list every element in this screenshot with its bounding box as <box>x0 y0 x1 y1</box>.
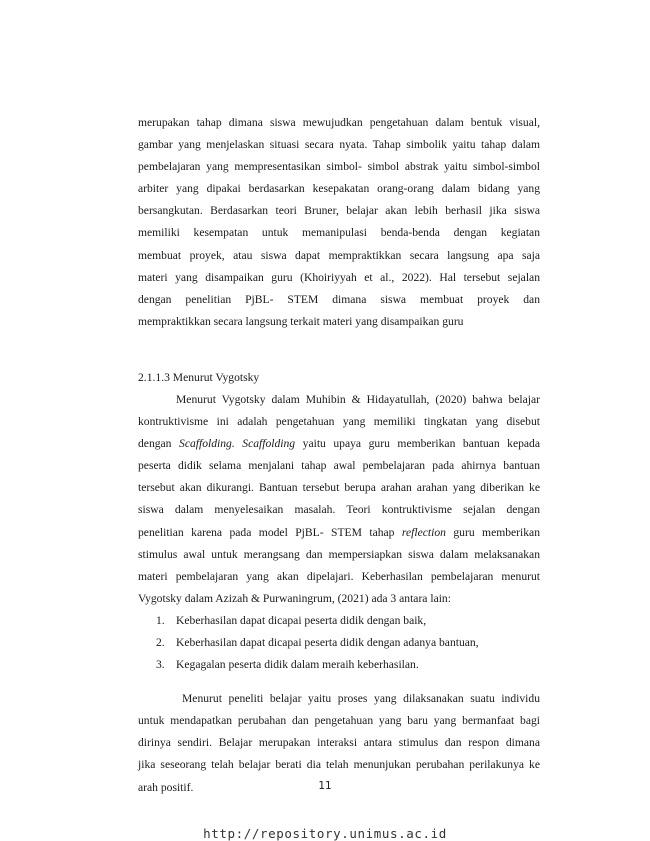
text-line <box>138 522 540 544</box>
page-number: 11 <box>318 780 332 792</box>
text-run: Menurut Vygotsky dalam Muhibin & Hidayatullah, (2020) bahwa belajar <box>176 392 540 406</box>
text-line: dengan penelitian PjBL- STEM dimana siswa membuat proyek dan <box>138 292 540 306</box>
text-line: pembelajaran yang mempresentasikan simbol- simbol abstrak yaitu simbol-simbol <box>138 160 540 174</box>
text-run: yaitu upaya guru memberikan bantuan kepada <box>295 437 540 451</box>
text-line: tersebut akan dikurangi. Bantuan tersebut berupa arahan arahan yang diberikan ke <box>138 481 540 495</box>
text-line: untuk mendapatkan perubahan dan pengetahuan yang baru yang bermanfaat bagi <box>138 714 540 728</box>
list-number: 2. <box>156 635 165 649</box>
page-body <box>138 112 540 799</box>
text-run: guru memberikan <box>445 525 540 539</box>
list-item <box>138 654 540 676</box>
paragraph-vygotsky <box>138 389 540 610</box>
text-line: stimulus awal untuk merangsang dan mempersiapkan siswa dalam melaksanakan <box>138 547 540 561</box>
text-line: materi pembelajaran yang akan dipelajari. Keberhasilan pembelajaran menurut <box>138 569 540 583</box>
text-line: gambar yang menjelaskan situasi secara nyata. Tahap simbolik yaitu tahap dalam <box>138 138 540 152</box>
text-line: arah positif. <box>138 780 194 794</box>
text-run: Menurut peneliti belajar yaitu proses yang dilaksanakan suatu individu <box>182 692 540 706</box>
text-line <box>138 389 540 411</box>
text-line: materi yang disampaikan guru (Khoiriyyah et al., 2022). Hal tersebut sejalan <box>138 270 540 284</box>
list-item <box>138 632 540 654</box>
list-item <box>138 610 540 632</box>
success-criteria-list <box>138 610 540 676</box>
list-text: Kegagalan peserta didik dalam meraih keberhasilan. <box>176 658 419 672</box>
text-line: membuat proyek, atau siswa dapat mempraktikkan secara langsung apa saja <box>138 248 540 262</box>
text-line <box>138 688 540 710</box>
italic-term: reflection <box>401 525 446 539</box>
text-run: penelitian karena pada model PjBL- STEM tahap <box>138 525 402 539</box>
text-line: bersangkutan. Berdasarkan teori Bruner, belajar akan lebih berhasil jika siswa <box>138 204 540 218</box>
text-line: peserta didik selama menjalani tahap awal pembelajaran pada ahirnya bantuan <box>138 459 540 473</box>
italic-term: Scaffolding. Scaffolding <box>179 437 296 451</box>
text-line: arbiter yang dipakai berdasarkan kesepakatan orang-orang dalam bidang yang <box>138 182 540 196</box>
text-line <box>138 433 540 455</box>
list-text: Keberhasilan dapat dicapai peserta didik dengan baik, <box>176 613 427 627</box>
list-number: 3. <box>156 658 165 672</box>
text-line: dirinya sendiri. Belajar merupakan interaksi antara stimulus dan respon dimana <box>138 736 540 750</box>
text-line: kontruktivisme ini adalah pengetahuan yang memiliki tingkatan yang disebut <box>138 415 540 429</box>
repository-url[interactable]: http://repository.unimus.ac.id <box>203 826 447 841</box>
text-line: siswa dalam menyelesaikan masalah. Teori kontruktivisme sejalan dengan <box>138 503 540 517</box>
list-text: Keberhasilan dapat dicapai peserta didik dengan adanya bantuan, <box>176 635 479 649</box>
text-line: Vygotsky dalam Azizah & Purwaningrum, (2021) ada 3 antara lain: <box>138 591 451 605</box>
section-heading: 2.1.1.3 Menurut Vygotsky <box>138 370 260 384</box>
text-line: memiliki kesempatan untuk memanipulasi benda-benda dengan kegiatan <box>138 226 540 240</box>
text-run: dengan <box>138 437 180 451</box>
list-number: 1. <box>156 613 165 627</box>
text-line: jika seseorang telah belajar berati dia telah menunjukan perubahan perilakunya ke <box>138 758 540 772</box>
text-line: merupakan tahap dimana siswa mewujudkan pengetahuan dalam bentuk visual, <box>138 116 540 129</box>
text-line: mempraktikkan secara langsung terkait materi yang disampaikan guru <box>138 314 464 328</box>
paragraph-bruner <box>138 112 540 333</box>
